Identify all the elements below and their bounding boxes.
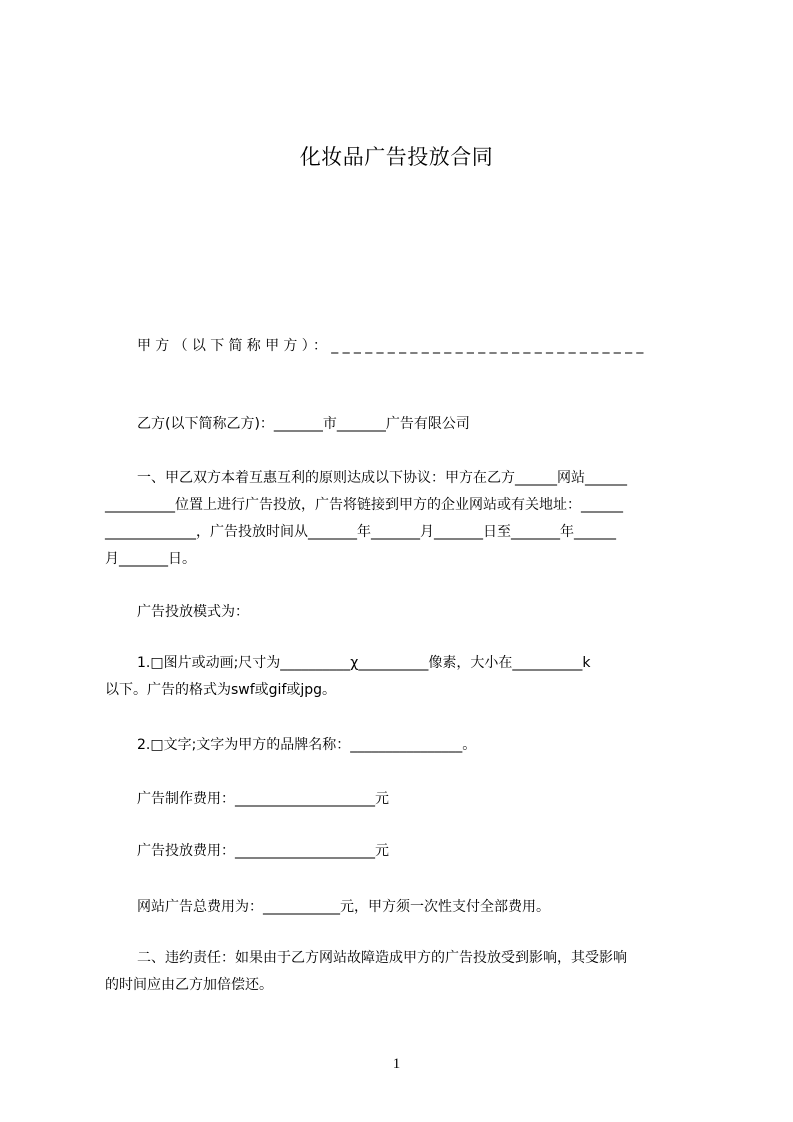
clause-1-line-3: _____________，广告投放时间从_______年_______月_______日至_______年______ <box>105 524 616 540</box>
mode-1-line-2: 以下。广告的格式为swf或gif或jpg。 <box>105 682 337 698</box>
mode-heading: 广告投放模式为： <box>137 604 249 620</box>
clause-2-line-1: 二、违约责任：如果由于乙方网站故障造成甲方的广告投放受到影响，其受影响 <box>137 950 627 966</box>
mode-1-line-1: 1.□图片或动画;尺寸为__________χ__________像素，大小在__________k <box>137 655 591 671</box>
placement-fee-line: 广告投放费用：____________________元 <box>137 843 389 859</box>
party-b-line: 乙方(以下简称乙方)：_______市_______广告有限公司 <box>137 416 470 432</box>
total-fee-line: 网站广告总费用为：___________元，甲方须一次性支付全部费用。 <box>137 899 550 915</box>
clause-2-line-2: 的时间应由乙方加倍偿还。 <box>105 977 273 993</box>
mode-2-line: 2.□文字;文字为甲方的品牌名称：________________。 <box>137 737 477 753</box>
page-number: 1 <box>392 1056 401 1072</box>
document-title: 化妆品广告投放合同 <box>299 145 494 169</box>
clause-1-line-2: __________位置上进行广告投放，广告将链接到甲方的企业网站或有关地址：______ <box>105 497 623 513</box>
party-a-line: 甲方（以下简称甲方）：____________________________ <box>137 338 648 354</box>
production-fee-line: 广告制作费用：____________________元 <box>137 791 389 807</box>
clause-1-line-1: 一、甲乙双方本着互惠互利的原则达成以下协议：甲方在乙方______网站______ <box>137 470 627 486</box>
clause-1-line-4: 月_______日。 <box>105 551 196 567</box>
